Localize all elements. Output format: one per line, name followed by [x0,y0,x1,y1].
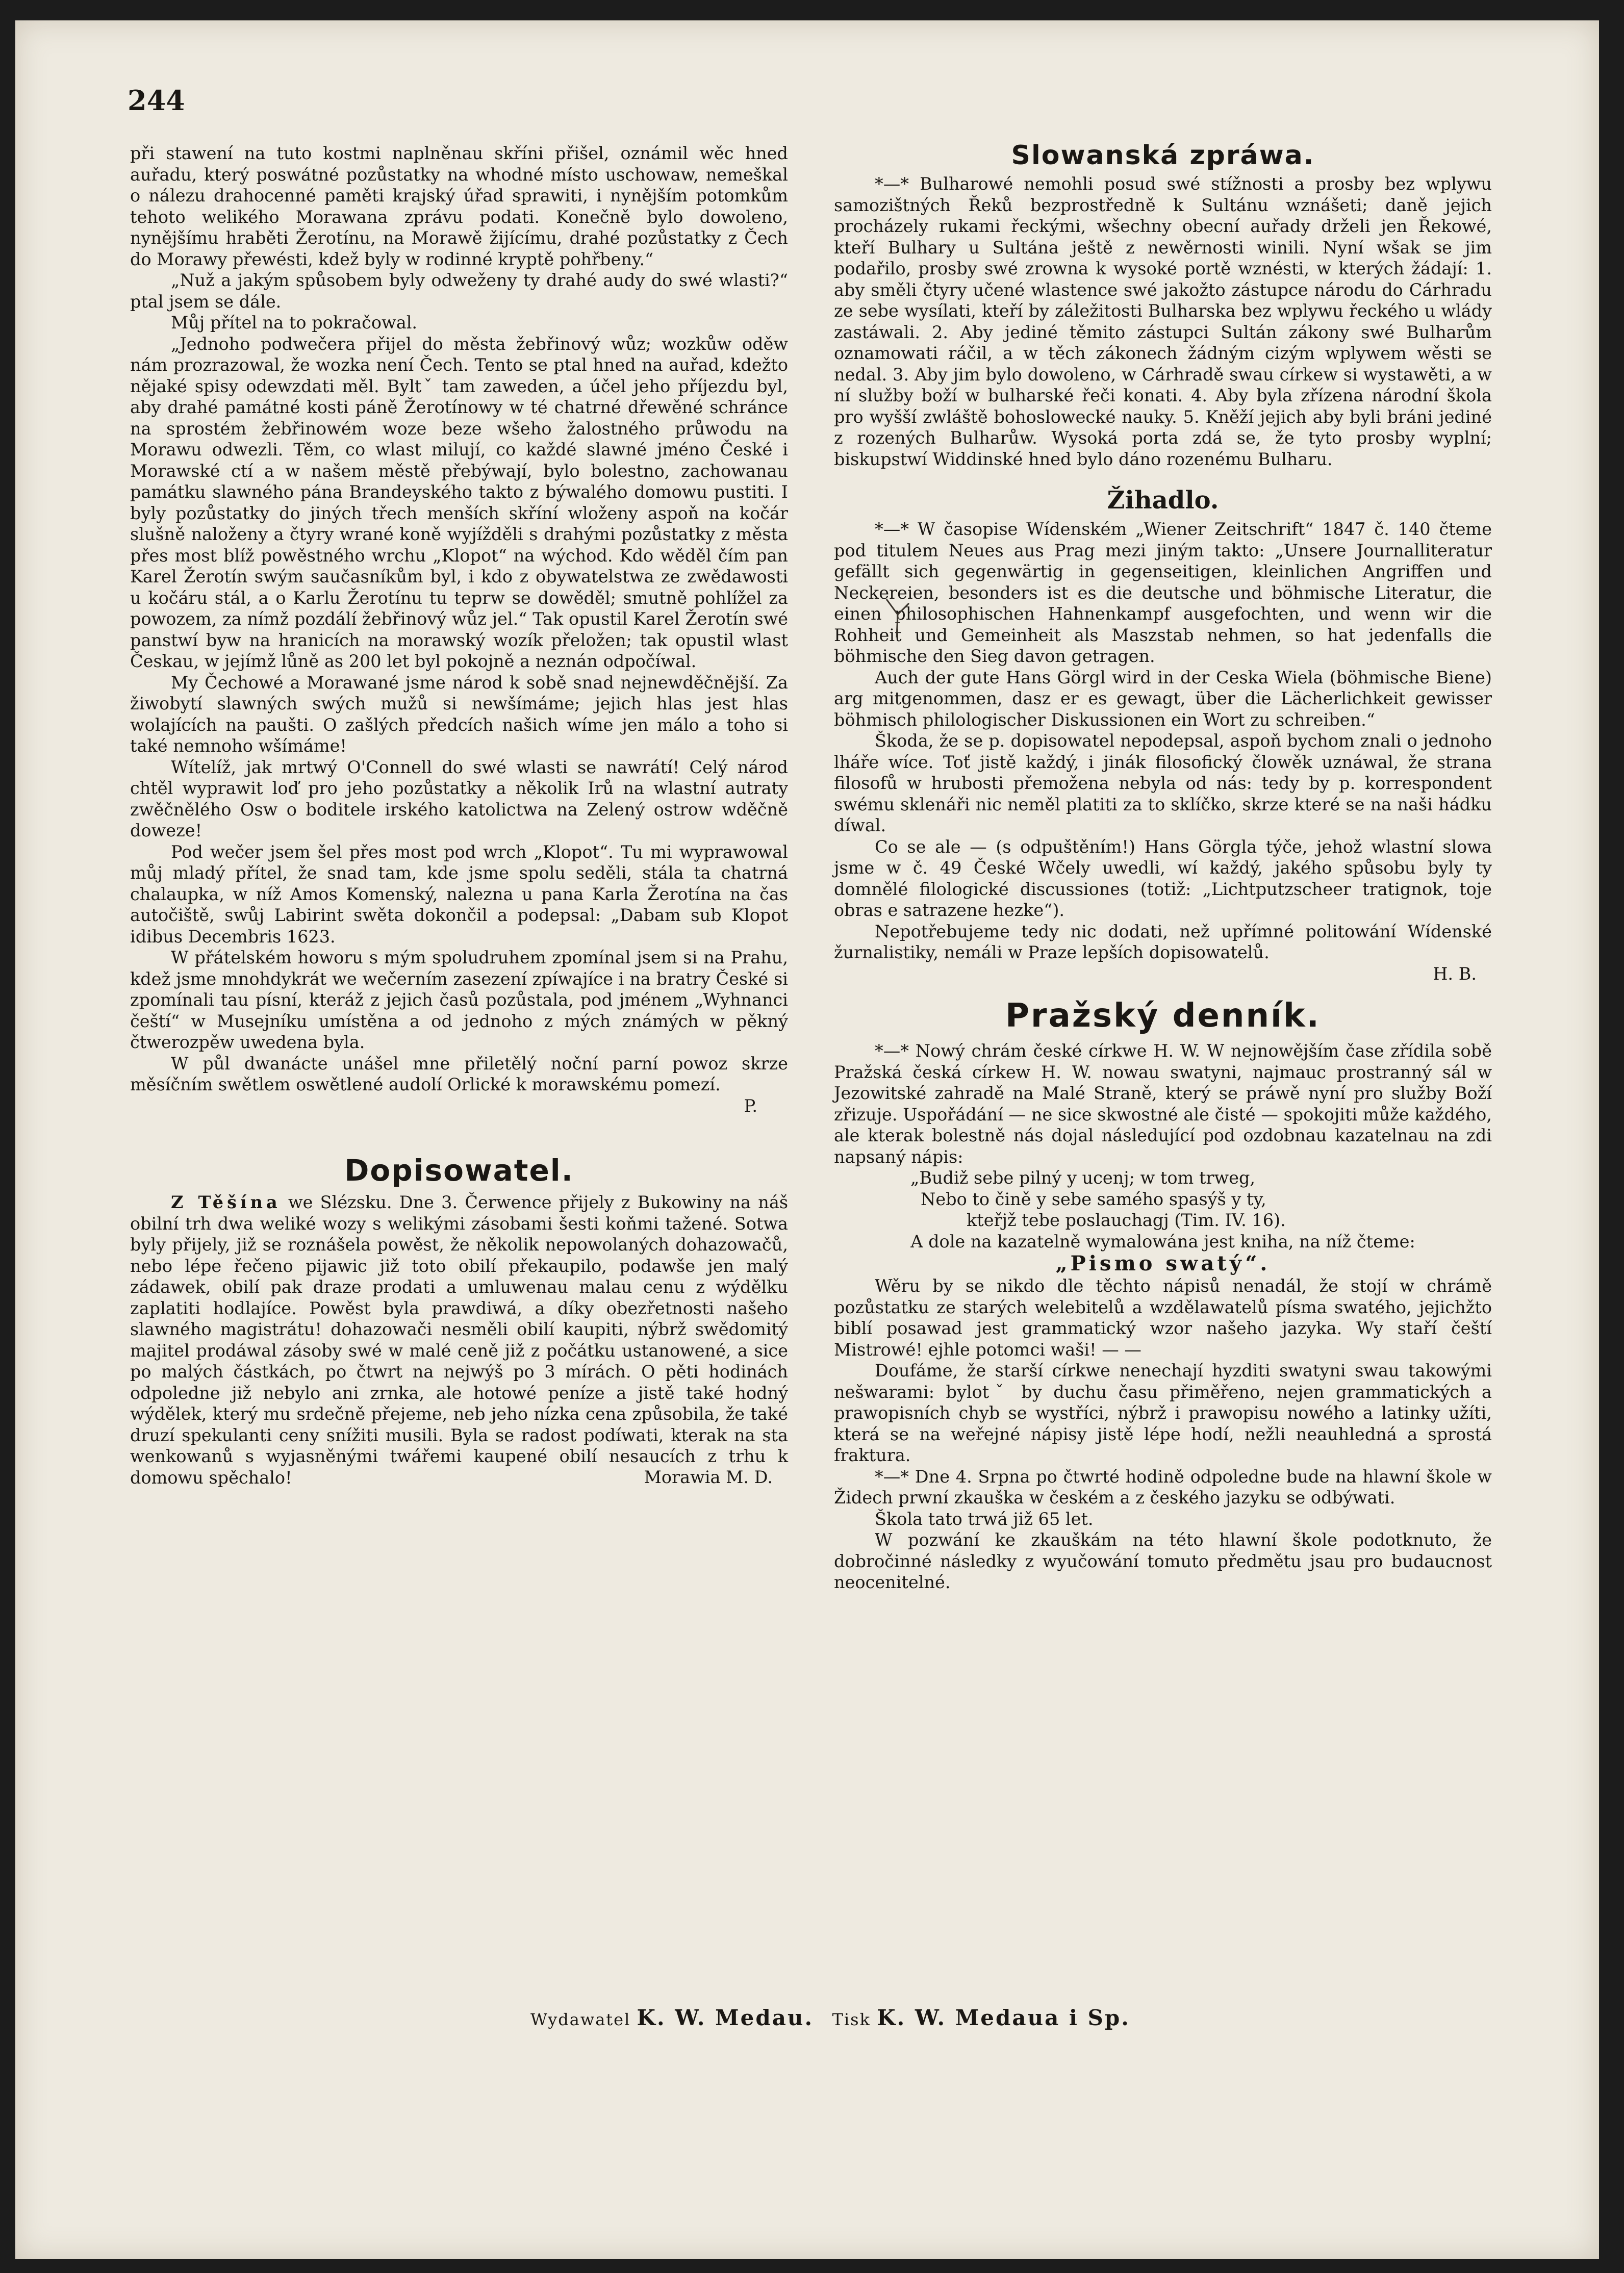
dopis-signature: Morawia M. D. [644,1467,773,1487]
article-paragraph: W přátelském howoru s mým spoludruhem zpomínal jsem si na Prahu, kdež jsme mnohdykrát we wečerním zasezení zpíwajíce i na bratry České si zpomínali tau písní, kteráž z jejich časů pozůstala, pod jménem „Wyhnanci čeští“ w Musejníku umístěna a od jednoho z mých známých w pěkný čtwerozpěw uwedena byla. [130,948,788,1052]
article-paragraph: Auch der gute Hans Görgl wird in der Ceska Wiela (böhmische Biene) arg mitgenommen, dasz er es gewagt, über die Lächerlichkeit gewisser böhmisch philologischer Diskussionen ein Wort zu schreiben.“ [834,667,1492,730]
article-paragraph: My Čechowé a Morawané jsme národ k sobě snad nejnewděčnější. Za žiwobytí slawných swých mužů si newšímáme; jejich hlas jest hlas wolajících na paušti. O zašlých předcích našich wíme jen málo a toho si také nemnoho wšímáme! [130,672,788,756]
section-heading-dopisowatel: Dopisowatel. [344,1153,574,1188]
article-paragraph: *—* Nowý chrám české církwe H. W. W nejnowějším čase zřídila sobě Pražská česká církew H. W. nowau swatyni, najmauc prostranný sál w Jezowitské zahradě na Malé Straně, který se práwě nyní pro služby Boží zřizuje. Uspořádání — ne sice skwostné ale čisté — spokojiti může každého, ale kterak bolestně nás dojal následující pod ozdobnau kazatelnau na zdi napsaný nápis: [834,1041,1492,1167]
printer-label: Tisk [832,2010,871,2029]
article-paragraph: Doufáme, že starší církwe nenechají hyzditi swatyni swau takowými nešwarami: bylotˇ by duchu času přiměřeno, nejen grammatických a prawopisních chyb se wystříci, nýbrž i prawopisu nowého a latinky užíti, která se na weřejné nápisy jistě lépe hodí, nežli neauhledná a sprostá fraktura. [834,1361,1492,1465]
article-paragraph: *—* W časopise Wídenském „Wiener Zeitschrift“ 1847 č. 140 čteme pod titulem Neues aus Prag mezi jiným takto: „Unsere Journalliteratur gefällt sich gegenwärtig in gegenseitigen, kleinlichen Angriffen und Neckereien, besonders ist es die deutsche und böhmische Literatur, die einen philosophischen Hahnenkampf ausgefochten, und wenn wir die Rohheit und Gemeinheit als Maszstab nehmen, so hat jedenfalls die böhmische den Sieg davon getragen. [834,519,1492,666]
printer-name: K. W. Medaua i Sp. [877,2005,1130,2030]
section-heading-zihadlo: Žihadlo. [1107,486,1219,515]
article-signature: P. [744,1095,757,1116]
article-paragraph: A dole na kazatelně wymalowána jest kniha, na níž čteme: [910,1231,1415,1252]
article-paragraph: Můj přítel na to pokračowal. [171,313,418,333]
article-paragraph: *—* Bulharowé nemohli posud swé stížnosti a prosby bez wplywu samozištných Řeků bezprostředně k Sultánu wznášeti; daně jejich procházely rukami řeckými, wšechny obecní auřady drželi jen Řekowé, kteří Bulhary u Sultána ještě z newěrnosti winili. Nyní wšak se jim podařilo, prosby swé zrowna k wysoké portě wznésti, w kterých žádají: 1. aby směli čtyry učené wlastence swé jakožto zástupce národu do Cárhradu ze sebe wysílati, kteří by záležitosti Bulharska bez wplywu řeckého u wlády zastáwali. 2. Aby jediné těmito zástupci Sultán zákony swé Bulharům oznamowati ráčil, a w těch zákonech žádným cizým wplywem wěsti se nedal. 3. Aby jim bylo dowoleno, w Cárhradě swau církew si wystawěti, a w ní služby boží w bulharské řeči konati. 4. Aby byla zřízena národní škola pro wyšší zwláště bohoslowecké nauky. 5. Kněží jejich aby byli bráni jediné z rozených Bulharůw. Wysoká porta zdá se, že tyto prosby wyplní; biskupstwí Widdinské hned bylo dáno rozenému Bulharu. [834,174,1492,469]
article-paragraph: Škola tato trwá již 65 let. [875,1509,1094,1529]
dopis-lead: Z Těšína [171,1192,281,1212]
publisher-name: K. W. Medau. [637,2005,814,2030]
newspaper-page [15,20,1599,2259]
article-paragraph: W půl dwanácte unášel mne přiletělý noční parní powoz skrze měsíčním swětlem oswětlené audolí Orlické k morawskému pomezí. [130,1053,788,1094]
inscription-line: Nebo to čině y sebe samého spasýš y ty, [921,1189,1266,1209]
section-heading-slowanska: Slowanská zpráwa. [1011,140,1315,171]
article-paragraph: Wěru by se nikdo dle těchto nápisů nenadál, že stojí w chrámě pozůstatku ze starých welebitelů a wzdělawatelů písma swatého, jejichžto biblí posawad jest grammatický wzor našeho jazyka. Wy staří čeští Mistrowé! ejhle potomci waši! — — [834,1276,1492,1360]
page-number: 244 [128,84,185,117]
imprint [530,2005,1130,2030]
article-signature: H. B. [1433,963,1477,984]
inscription-line: „Budiž sebe pilný y ucenj; w tom trweg, [910,1168,1256,1188]
article-paragraph: „Jednoho podwečera přijel do města žebřinový wůz; wozkůw oděw nám prozrazowal, že wozka není Čech. Tento se ptal hned na auřad, kdežto nějaké spisy odewzdati měl. Byltˇ tam zaweden, a účel jeho příjezdu byl, aby drahé památné kosti páně Žerotínowy w té chatrné dřewěné schránce na sprostém žebřinowém woze beze wšeho žalostného průwodu na Morawu odwezli. Těm, co wlast milují, co každé slawné jméno České i Morawské ctí a w našem městě přebýwají, bylo bolestno, zachowanau památku slawného pána Brandeyského takto z býwalého domowu pustiti. I byly pozůstatky do jiných třech menších skříní wloženy aspoň na kočár slušně naloženy a čtyry wrané koně wyjížděli s drahými pozůstatky z města přes most blíž powěstného wrchu „Klopot“ na wýchod. Kdo wěděl čím pan Karel Žerotín swým saučasníkům byl, i kdo z obywatelstwa ze zwědawosti u kočáru stál, a o Karlu Žerotínu tu teprw se dowěděl; smutně pohlížel za powozem, za nímž pozdálí žebřinový wůz jel.“ Tak opustil Karel Žerotín swé panstwí byw na hranicích na morawský wozík přeložen; tak opustil wlast Českau, w jejímž lůně as 200 let byl pokojně a neznán odpočíwal. [130,334,788,671]
inscription-line: kteřjž tebe poslauchagj (Tim. IV. 16). [967,1210,1286,1230]
handwritten-mark [882,594,913,640]
article-paragraph: W pozwání ke zkauškám na této hlawní škole podotknuto, že dobročinné následky z wyučowání tomuto předmětu jsau pro budaucnost neocenitelné. [834,1530,1492,1592]
article-paragraph: *—* Dne 4. Srpna po čtwrté hodině odpoledne bude na hlawní škole w Židech prwní zkauška w českém a z českého jazyku se odbýwati. [834,1466,1492,1508]
right-column [834,140,1492,1593]
left-column [130,143,788,1488]
article-paragraph: Wítelíž, jak mrtwý O'Connell do swé wlasti se nawrátí! Celý národ chtěl wyprawit loď pro jeho pozůstatky a několik Irů na wlastní autraty zwěčnělého Osw o boditele irského katolictwa na Zelený ostrow wděčně doweze! [130,757,788,840]
dopis-paragraph [130,1192,788,1488]
article-paragraph: Škoda, že se p. dopisowatel nepodepsal, aspoň bychom znali o jednoho lháře wíce. Toť jistě každý, i jinák filosofický člowěk uznáwal, že strana filosofů w hrubosti přemožena nebyla od nás: tedy by p. korrespondent swému sklenáři nic neměl platiti za to sklíčko, skrze které se na naši hádku díwal. [834,731,1492,835]
publisher-label: Wydawatel [530,2010,631,2029]
article-paragraph: „Nuž a jakým spůsobem byly odweženy ty drahé audy do swé wlasti?“ ptal jsem se dále. [130,270,788,312]
article-paragraph: při stawení na tuto kostmi naplněnau skříni přišel, oznámil wěc hned auřadu, který poswátné pozůstatky na whodné místo uschowaw, nemeškal o nálezu drahocenné paměti krajský úřad sprawiti, i nynějším potomkům tehoto welikého Morawana zprávu podati. Konečně bylo dowoleno, nynějšímu hraběti Žerotínu, na Morawě žijícímu, drahé pozůstatky z Čech do Morawy přewésti, kdež byly w rodinné kryptě pohřbeny.“ [130,143,788,269]
article-paragraph: Pod wečer jsem šel přes most pod wrch „Klopot“. Tu mi wyprawowal můj mladý přítel, že snad tam, kde jsme spolu seděli, stála ta chatrná chalaupka, w níž Amos Komenský, nalezna u pana Karla Žerotína na čas autočiště, swůj Labirint swěta dokončil a podepsal: „Dabam sub Klopot idibus Decembris 1623. [130,841,788,947]
section-heading-prazsky: Pražský denník. [1005,997,1321,1035]
dopis-text: we Slézsku. Dne 3. Čerwence přijely z Bukowiny na náš obilní trh dwa weliké wozy s welikými zásobami šesti koňmi tažené. Sotwa byly přijely, již se roznášela powěst, že několik nepowolaných dohazowačů, nebo lépe řečeno pijawic již toto obilí překaupilo, podawše jen malý zádawek, obilí pak draze prodati a umluwenau malau cenu z wýdělku zaplatiti hodlajíce. Powěst byla prawdiwá, a díky obezřetnosti našeho slawného magistrátu! dohazowači nesměli obilí kaupiti, nýbrž swědomitý majitel prodáwal zásoby swé w malé ceně již z počátku ustanowené, a sice po malých částkách, po čtwrt na nejwýš po 3 mírách. O pěti hodinách odpoledne již nebylo ani zrnka, ale hotowé peníze a jistě také hodný wýdělek, který mu srdečně přejeme, neb jeho nízka cena způsobila, že také druzí spekulanti ceny snížiti musili. Byla se radost podíwati, kterak na sta wenkowanů s wyjasněnými twářemi kaupené obilí nesaucích z trhu k domowu spěchalo! [130,1192,789,1488]
inscription-title: „Pismo swatý“. [1055,1252,1271,1275]
article-paragraph: Nepotřebujeme tedy nic dodati, než upřímné politowání Wídenské žurnalistiky, nemáli w Praze lepších dopisowatelů. [834,921,1492,962]
article-paragraph: Co se ale — (s odpuštěním!) Hans Görgla týče, jehož wlastní slowa jsme w č. 49 České Wčely uwedli, wí každý, jakého spůsobu byly ty domnělé filologické discussiones (totiž: „Lichtputzscheer tratignok, toje obras e satrazene hezke“). [834,836,1492,920]
